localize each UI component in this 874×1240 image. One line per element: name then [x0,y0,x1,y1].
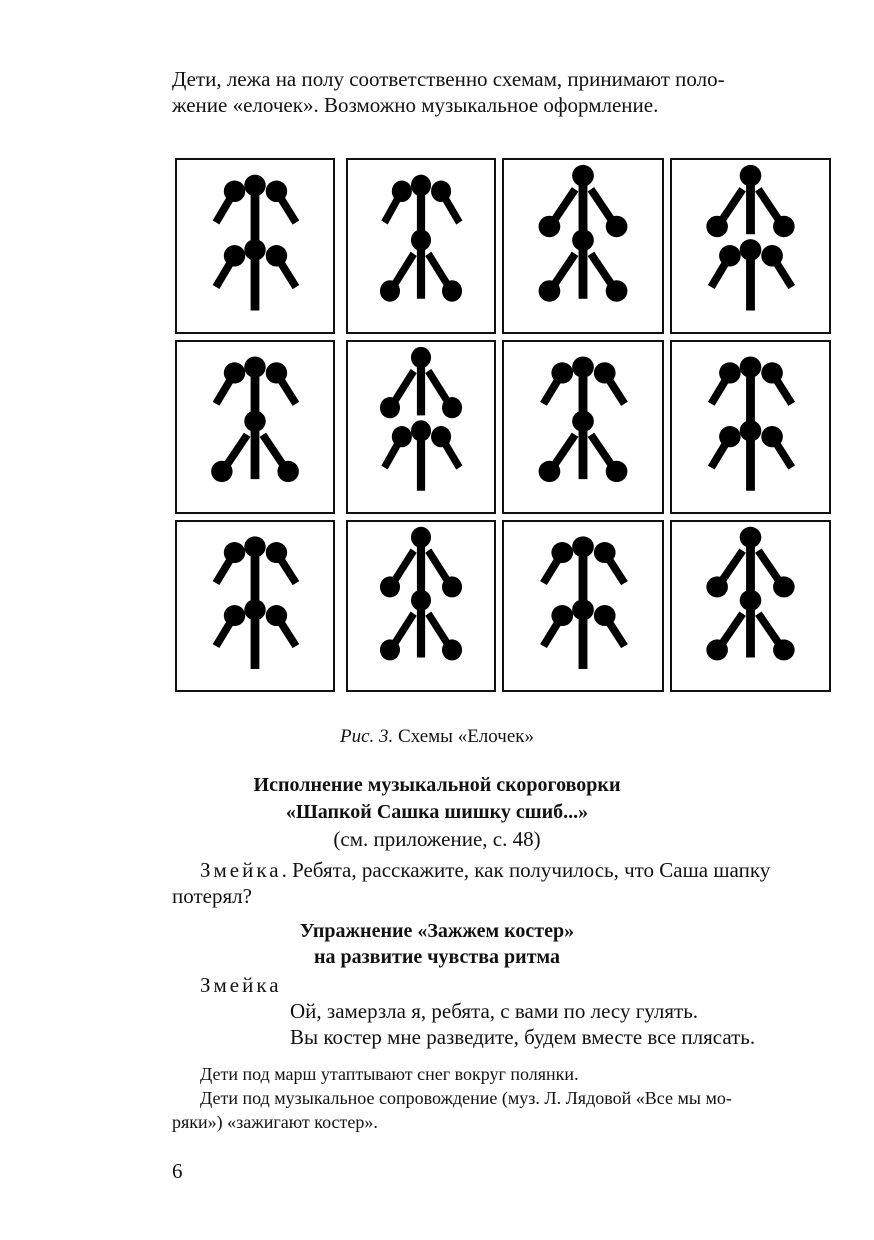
scheme-cell [502,520,664,692]
ball-left [551,605,573,626]
ball-left [224,362,245,383]
scheme-drawing [177,160,333,332]
remark-line-2: Дети под музыкальное сопровождение (муз. Л. Лядовой «Все мы мо- [200,1088,732,1108]
ball-left [380,576,400,597]
head-dot [244,411,265,432]
verse-line-2: Вы костер мне разведите, будем вместе все плясать. [290,1025,756,1049]
ball-right [773,639,795,660]
head-dot [411,229,431,251]
ball-right [442,397,462,418]
ball-right [266,181,287,203]
scheme-drawing [504,522,662,690]
tree-figure-bottom [211,411,299,482]
head-dot [244,536,265,557]
remark-line-3: ряки») «зажигают костер». [172,1112,378,1132]
ball-right [594,542,616,563]
head-dot [740,239,762,261]
tree-figure-bottom [216,599,296,669]
head-dot [244,175,265,197]
ball-right [606,216,628,238]
head-dot [572,229,594,251]
tree-figure-bottom [711,420,791,491]
ball-left [380,397,400,418]
caption-text: Схемы «Елочек» [398,726,535,747]
section1-title-line-1: Исполнение музыкальной скороговорки [253,774,621,796]
scheme-cell [670,340,831,514]
tree-figure-top [544,536,625,606]
head-dot [411,347,431,368]
scheme-cell [502,340,664,514]
ball-right [431,181,451,203]
ball-left [539,280,561,302]
head-dot [411,420,431,441]
ball-left [224,181,245,203]
tree-figure-top [706,527,794,598]
scheme-drawing [672,160,829,332]
scheme-cell [670,520,831,692]
head-dot [572,599,594,620]
scheme-cell [175,158,335,334]
ball-right [266,245,287,267]
intro-line-2: жение «елочек». Возможно музыкальное оформление. [172,93,659,117]
dialog2-speaker: Змейка [200,973,282,997]
scheme-cell [346,520,496,692]
scheme-cell [346,340,496,514]
tree-figure-top [216,175,296,246]
section2-title-line-1: Упражнение «Зажжем костер» [299,920,575,942]
scheme-drawing [177,342,333,512]
dialog1-speaker: Змейка [200,858,282,882]
dialog1-text: . Ребята, расскажите, как получилось, что Саша шапку [281,858,771,882]
tree-figure-top [380,347,462,418]
dialog1-line-1 [200,857,850,883]
head-dot [244,239,265,261]
head-dot [411,590,431,611]
head-dot [572,165,594,187]
ball-left [706,216,728,238]
scheme-drawing [504,160,662,332]
tree-figure-bottom [380,229,462,301]
head-dot [740,420,762,441]
ball-left [539,461,561,482]
scheme-cell [175,340,335,514]
intro-line-1: Дети, лежа на полу соответственно схемам, принимают поло- [172,67,725,91]
head-dot [740,356,762,377]
scheme-drawing [348,522,494,690]
ball-right [606,280,628,302]
ball-right [594,362,616,383]
section1-note: (см. приложение, с. 48) [333,827,541,851]
scheme-cell [175,520,335,692]
tree-figure-top [539,165,628,237]
ball-right [266,605,287,626]
ball-left [380,280,400,302]
tree-figure-bottom [380,590,462,661]
tree-figure-top [216,536,296,606]
ball-right [761,245,783,267]
verse-line-1: Ой, замерзла я, ребята, с вами по лесу гулять. [290,999,699,1023]
tree-figure-bottom [539,411,628,482]
ball-left [719,362,741,383]
head-dot [740,590,762,611]
ball-right [606,461,628,482]
ball-right [442,576,462,597]
head-dot [572,536,594,557]
ball-right [442,280,462,302]
ball-left [539,216,561,238]
ball-right [431,426,451,447]
ball-right [594,605,616,626]
tree-figure-top [711,356,791,427]
ball-left [224,542,245,563]
ball-right [266,362,287,383]
section2-title-line-2: на развитие чувства ритма [313,946,560,968]
section1-title-line-2: «Шапкой Сашка шишку сшиб...» [285,801,589,823]
ball-left [224,605,245,626]
scheme-cell [346,158,496,334]
ball-left [551,362,573,383]
tree-figure-bottom [216,239,296,310]
ball-right [442,639,462,660]
caption-label: Рис. 3. [339,726,394,747]
tree-figure-top [706,165,794,237]
scheme-drawing [348,160,494,332]
head-dot [740,527,762,548]
head-dot [244,599,265,620]
scheme-cell [670,158,831,334]
head-dot [244,356,265,377]
ball-left [211,461,232,482]
tree-figure-bottom [544,599,625,669]
ball-left [380,639,400,660]
head-dot [411,175,431,197]
tree-figure-bottom [711,239,791,310]
dialog1-line-2: потерял? [172,884,252,908]
tree-figure-bottom [385,420,460,491]
ball-right [773,216,795,238]
scheme-drawing [348,342,494,512]
head-dot [572,356,594,377]
scheme-drawing [177,522,333,690]
tree-figure-top [380,527,462,598]
scheme-drawing [504,342,662,512]
intro-paragraph [172,66,842,118]
ball-left [719,426,741,447]
head-dot [411,527,431,548]
page-number: 6 [172,1159,183,1183]
head-dot [740,165,762,187]
head-dot [572,411,594,432]
ball-left [392,181,412,203]
ball-left [551,542,573,563]
ball-right [773,576,795,597]
ball-left [392,426,412,447]
tree-figure-bottom [706,590,794,661]
remark-line-1: Дети под марш утаптывают снег вокруг полянки. [200,1064,579,1084]
ball-right [761,426,783,447]
figure-caption [0,724,874,750]
ball-left [224,245,245,267]
ball-left [706,576,728,597]
scheme-drawing [672,342,829,512]
ball-right [277,461,298,482]
ball-right [266,542,287,563]
ball-left [706,639,728,660]
ball-right [761,362,783,383]
figure-schemes [175,158,831,692]
tree-figure-bottom [539,229,628,301]
scheme-cell [502,158,664,334]
scheme-drawing [672,522,829,690]
ball-left [719,245,741,267]
